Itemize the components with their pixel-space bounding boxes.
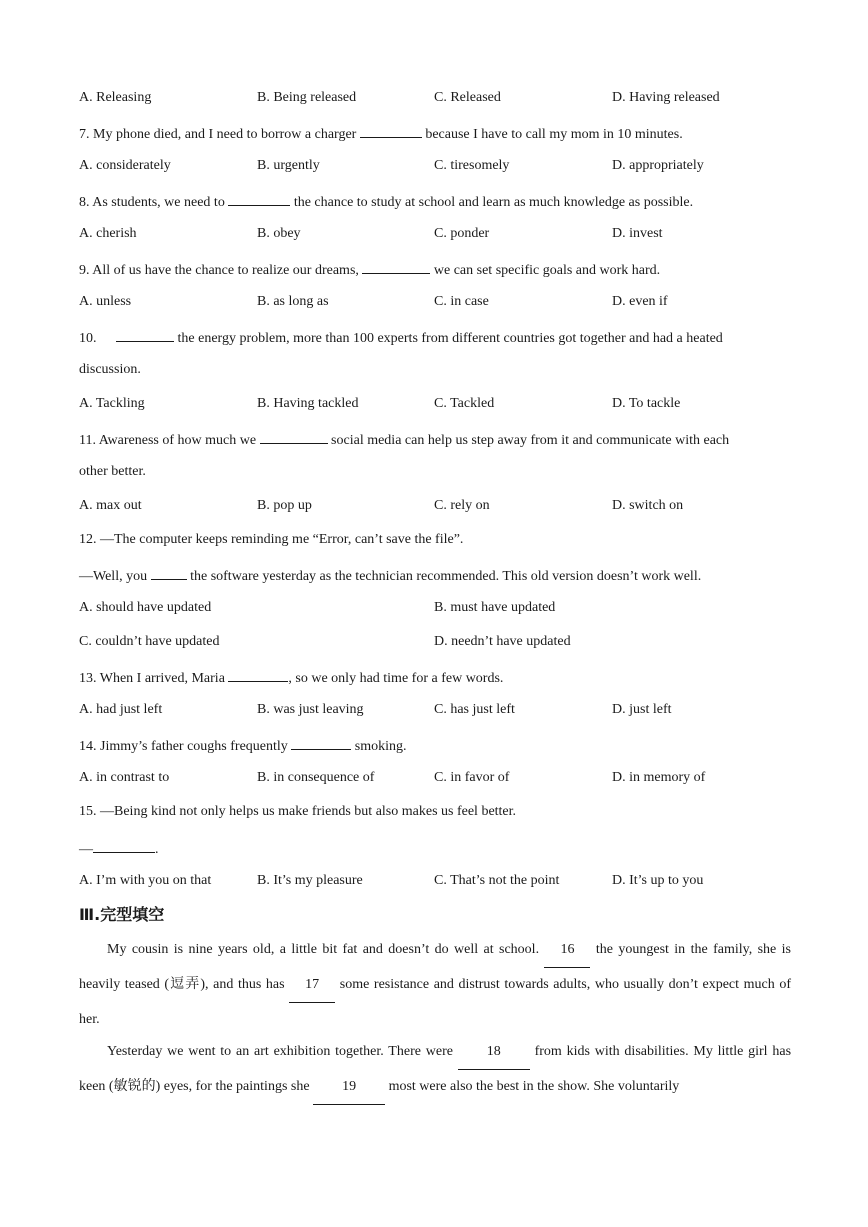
q13-stem-post: , so we only had time for a few words. (288, 671, 504, 686)
cloze-blank-17: 17 (289, 968, 335, 1003)
q10-option-c: C. Tackled (434, 396, 495, 411)
q11-option-d: D. switch on (612, 498, 684, 513)
q12-stem-line2 (79, 565, 791, 586)
q11-stem-post: social media can help us step away from it and communicate with each (331, 433, 730, 448)
q13-blank (228, 667, 288, 682)
q7-option-a: A. considerately (79, 158, 171, 173)
q9-option-a: A. unless (79, 294, 132, 309)
q13-stem-pre: 13. When I arrived, Maria (79, 671, 225, 686)
q14-stem-pre: 14. Jimmy’s father coughs frequently (79, 739, 288, 754)
q14-option-b: B. in consequence of (257, 770, 375, 785)
cloze-paragraph-1 (79, 933, 791, 1037)
cloze-p2-text-c: most were also the best in the show. She voluntarily (388, 1079, 680, 1094)
q7-option-d: D. appropriately (612, 158, 704, 173)
q10-option-b: B. Having tackled (257, 396, 359, 411)
cloze-blank-16: 16 (544, 933, 590, 968)
q8-option-b: B. obey (257, 226, 301, 241)
cloze-p1-text-c: some resistance and distrust towards adults, who usually don’t expect much of her. (79, 977, 791, 1027)
q11-stem (79, 429, 791, 450)
cloze-blank-18: 18 (458, 1035, 530, 1070)
q11-stem-cont: other better. (79, 464, 146, 479)
q14-stem-post: smoking. (354, 739, 407, 754)
q6-option-a: A. Releasing (79, 90, 152, 105)
q15-option-c: C. That’s not the point (434, 873, 560, 888)
q12-option-d: D. needn’t have updated (434, 634, 571, 649)
q8-option-a: A. cherish (79, 226, 137, 241)
q14-stem (79, 735, 791, 756)
q15-option-a: A. I’m with you on that (79, 873, 212, 888)
q14-option-d: D. in memory of (612, 770, 706, 785)
q15-stem-post: . (155, 842, 159, 857)
q10-stem-post: the energy problem, more than 100 experts from different countries got together and had a heated (177, 331, 723, 346)
q11-option-c: C. rely on (434, 498, 490, 513)
q6-option-c: C. Released (434, 90, 501, 105)
q9-option-c: C. in case (434, 294, 489, 309)
q7-option-c: C. tiresomely (434, 158, 510, 173)
q15-stem-line1: 15. —Being kind not only helps us make friends but also makes us feel better. (79, 804, 517, 819)
q11-blank (260, 429, 328, 444)
q9-stem (79, 259, 791, 280)
q10-blank (116, 327, 174, 342)
q15-option-d: D. It’s up to you (612, 873, 704, 888)
q14-blank (291, 735, 351, 750)
q15-blank (93, 838, 155, 853)
q13-option-b: B. was just leaving (257, 702, 364, 717)
q10-option-a: A. Tackling (79, 396, 145, 411)
q9-blank (362, 259, 430, 274)
q15-option-b: B. It’s my pleasure (257, 873, 363, 888)
q10-stem-cont: discussion. (79, 362, 141, 377)
q9-option-b: B. as long as (257, 294, 329, 309)
q11-stem-pre: 11. Awareness of how much we (79, 433, 257, 448)
q8-blank (228, 191, 290, 206)
q8-stem (79, 191, 791, 212)
q13-stem (79, 667, 791, 688)
q12-stem-pre: —Well, you (79, 569, 148, 584)
q12-option-c: C. couldn’t have updated (79, 634, 220, 649)
q12-blank (151, 565, 187, 580)
q12-option-a: A. should have updated (79, 600, 212, 615)
q14-option-c: C. in favor of (434, 770, 510, 785)
q13-option-a: A. had just left (79, 702, 163, 717)
q9-stem-post: we can set specific goals and work hard. (433, 263, 661, 278)
q8-option-d: D. invest (612, 226, 663, 241)
q10-stem-pre: 10. (79, 331, 97, 346)
q6-option-d: D. Having released (612, 90, 720, 105)
q8-option-c: C. ponder (434, 226, 490, 241)
q10-stem (79, 327, 791, 348)
q9-stem-pre: 9. All of us have the chance to realize our dreams, (79, 263, 359, 278)
cloze-p2-text-b: from kids with disabilities. My little girl has keen (敏锐的) eyes, for the paintings she (79, 1044, 792, 1094)
cloze-paragraph-2 (79, 1035, 791, 1105)
q12-stem-post: the software yesterday as the technician recommended. This old version doesn’t work well. (190, 569, 702, 584)
q6-option-b: B. Being released (257, 90, 357, 105)
q15-stem-line2 (79, 838, 791, 859)
q15-stem-pre: — (79, 842, 93, 857)
q9-option-d: D. even if (612, 294, 668, 309)
q7-stem (79, 123, 791, 144)
q10-option-d: D. To tackle (612, 396, 681, 411)
q7-option-b: B. urgently (257, 158, 320, 173)
q12-option-b: B. must have updated (434, 600, 556, 615)
cloze-p1-text-b: the youngest in the family, she is heavily teased (逗弄), and thus has (79, 942, 791, 992)
q7-stem-pre: 7. My phone died, and I need to borrow a charger (79, 127, 357, 142)
cloze-p1-text-a: My cousin is nine years old, a little bit fat and doesn’t do well at school. (107, 942, 540, 957)
q7-blank (360, 123, 422, 138)
q11-option-b: B. pop up (257, 498, 312, 513)
q8-stem-post: the chance to study at school and learn as much knowledge as possible. (293, 195, 694, 210)
q8-stem-pre: 8. As students, we need to (79, 195, 225, 210)
q7-stem-post: because I have to call my mom in 10 minutes. (425, 127, 683, 142)
q11-option-a: A. max out (79, 498, 142, 513)
q13-option-c: C. has just left (434, 702, 515, 717)
cloze-p2-text-a: Yesterday we went to an art exhibition together. There were (107, 1044, 453, 1059)
q12-stem-line1: 12. —The computer keeps reminding me “Error, can’t save the file”. (79, 532, 464, 547)
q13-option-d: D. just left (612, 702, 672, 717)
section-heading-cloze: Ⅲ.完型填空 (79, 905, 165, 924)
q14-option-a: A. in contrast to (79, 770, 170, 785)
cloze-blank-19: 19 (313, 1070, 385, 1105)
